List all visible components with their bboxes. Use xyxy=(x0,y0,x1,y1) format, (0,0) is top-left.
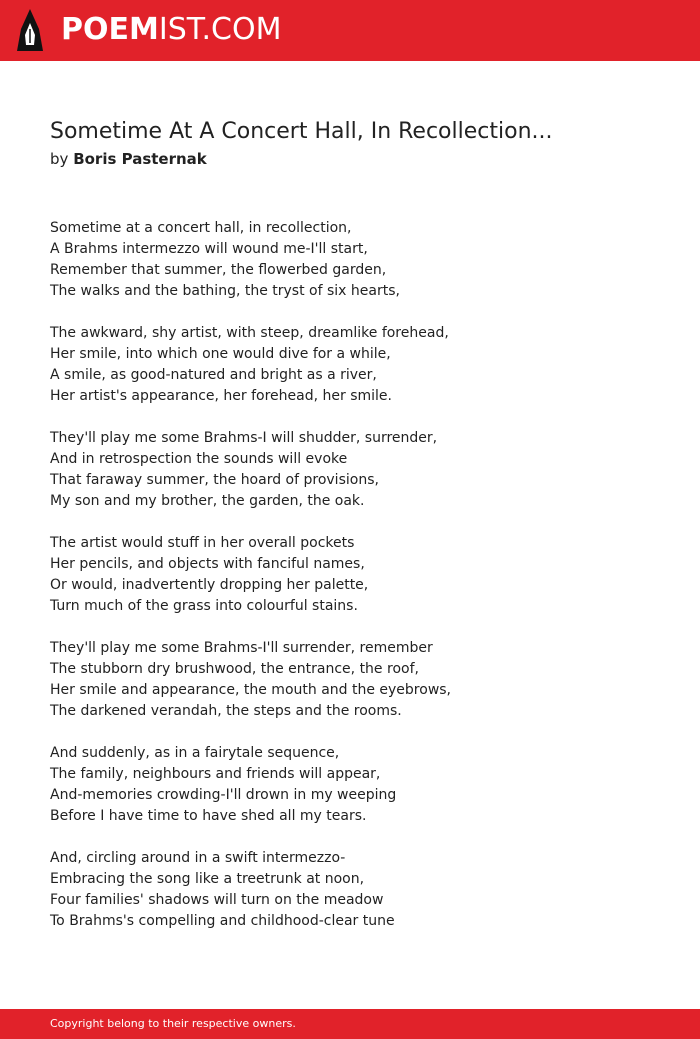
poem-line: Her smile and appearance, the mouth and the eyebrows, xyxy=(50,682,452,698)
pen-nib-icon[interactable] xyxy=(17,9,43,51)
site-footer xyxy=(0,1009,700,1039)
logo-text-light: IST.COM xyxy=(158,12,282,47)
site-header xyxy=(0,0,700,61)
author-name[interactable]: Boris Pasternak xyxy=(73,150,207,168)
copyright-notice: Copyright belong to their respective owners. xyxy=(50,1017,296,1030)
by-label: by xyxy=(50,150,69,168)
poem-line: The awkward, shy artist, with steep, dreamlike forehead, xyxy=(50,325,449,341)
poem-line: Remember that summer, the flowerbed garden, xyxy=(50,262,387,278)
poem-line: The artist would stuff in her overall pockets xyxy=(50,535,355,551)
stanza xyxy=(50,218,650,302)
poem-line: And in retrospection the sounds will evoke xyxy=(50,451,348,467)
poem-line: Her artist's appearance, her forehead, her smile. xyxy=(50,388,392,404)
poem-line: The stubborn dry brushwood, the entrance, the roof, xyxy=(50,661,419,677)
poem-line: That faraway summer, the hoard of provisions, xyxy=(50,472,379,488)
poem-line: Turn much of the grass into colourful stains. xyxy=(50,598,358,614)
stanza xyxy=(50,323,650,407)
poem-line: Or would, inadvertently dropping her palette, xyxy=(50,577,369,593)
stanza xyxy=(50,428,650,512)
stanza xyxy=(50,743,650,827)
poem-line: A smile, as good-natured and bright as a river, xyxy=(50,367,377,383)
poem-line: The darkened verandah, the steps and the rooms. xyxy=(50,703,402,719)
poem-title: Sometime At A Concert Hall, In Recollection... xyxy=(50,119,553,144)
logo-text-bold: POEM xyxy=(61,12,159,47)
poem-line: Before I have time to have shed all my tears. xyxy=(50,808,367,824)
poem-line: And-memories crowding-I'll drown in my weeping xyxy=(50,787,397,803)
poem-line: They'll play me some Brahms-I'll surrender, remember xyxy=(50,640,433,656)
stanza xyxy=(50,848,650,932)
poem-line: Embracing the song like a treetrunk at noon, xyxy=(50,871,365,887)
poem-line: And suddenly, as in a fairytale sequence, xyxy=(50,745,340,761)
poem-line: They'll play me some Brahms-I will shudder, surrender, xyxy=(50,430,438,446)
poem-line: To Brahms's compelling and childhood-clear tune xyxy=(50,913,395,929)
poem-line: My son and my brother, the garden, the oak. xyxy=(50,493,365,509)
poem-body xyxy=(50,218,650,953)
stanza xyxy=(50,638,650,722)
poem-line: And, circling around in a swift intermezzo- xyxy=(50,850,346,866)
poem-line: The walks and the bathing, the tryst of six hearts, xyxy=(50,283,400,299)
poem-line: Sometime at a concert hall, in recollection, xyxy=(50,220,352,236)
poem-line: The family, neighbours and friends will appear, xyxy=(50,766,381,782)
poem-line: Her pencils, and objects with fanciful names, xyxy=(50,556,365,572)
poem-byline xyxy=(50,149,207,169)
poem-line: A Brahms intermezzo will wound me-I'll start, xyxy=(50,241,368,257)
poem-line: Four families' shadows will turn on the meadow xyxy=(50,892,384,908)
poem-line: Her smile, into which one would dive for a while, xyxy=(50,346,391,362)
stanza xyxy=(50,533,650,617)
site-logo[interactable] xyxy=(61,12,281,48)
